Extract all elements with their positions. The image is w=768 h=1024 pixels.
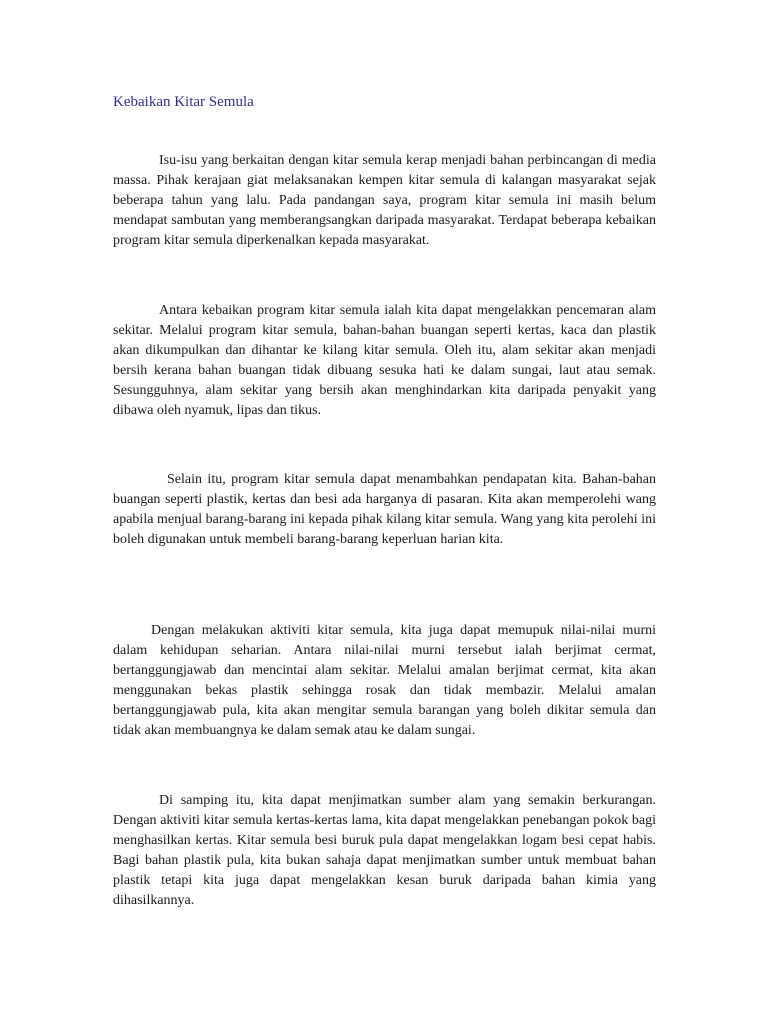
paragraph-values: Dengan melakukan aktiviti kitar semula, kita juga dapat memupuk nilai-nilai murni dalam kehidupan seharian. Antara nilai-nilai murni tersebut ialah berjimat cermat, bertanggungjawab dan mencintai alam sekitar. Melalui amalan berjimat cermat, kita akan menggunakan bekas plastik sehingga rosak dan tidak membazir. Melalui amalan bertanggungjawab pula, kita akan mengitar semula barangan yang boleh dikitar semula dan tidak akan membuangnya ke dalam semak atau ke dalam sungai. xyxy=(113,623,656,738)
paragraph-pollution: Antara kebaikan program kitar semula ialah kita dapat mengelakkan pencemaran alam sekitar. Melalui program kitar semula, bahan-bahan buangan seperti kertas, kaca dan plastik akan dikumpulkan dan dihantar ke kilang kitar semula. Oleh itu, alam sekitar akan menjadi bersih kerana bahan buangan tidak dibuang sesuka hati ke dalam sungai, laut atau semak. Sesungguhnya, alam sekitar yang bersih akan menghindarkan kita daripada penyakit yang dibawa oleh nyamuk, lipas dan tikus. xyxy=(113,303,656,418)
paragraph-introduction: Isu-isu yang berkaitan dengan kitar semula kerap menjadi bahan perbincangan di media massa. Pihak kerajaan giat melaksanakan kempen kitar semula di kalangan masyarakat sejak beberapa tahun yang lalu. Pada pandangan saya, program kitar semula ini masih belum mendapat sambutan yang memberangsangkan daripada masyarakat. Terdapat beberapa kebaikan program kitar semula diperkenalkan kepada masyarakat. xyxy=(113,153,656,248)
document-title: Kebaikan Kitar Semula xyxy=(113,94,254,110)
paragraph-resources: Di samping itu, kita dapat menjimatkan sumber alam yang semakin berkurangan. Dengan aktiviti kitar semula kertas-kertas lama, kita dapat mengelakkan penebangan pokok bagi menghasilkan kertas. Kitar semula besi buruk pula dapat mengelakkan logam besi cepat habis. Bagi bahan plastik pula, kita bukan sahaja dapat menjimatkan sumber untuk membuat bahan plastik tetapi kita juga dapat mengelakkan kesan buruk daripada bahan kimia yang dihasilkannya. xyxy=(113,793,656,908)
paragraph-income: Selain itu, program kitar semula dapat menambahkan pendapatan kita. Bahan-bahan buangan seperti plastik, kertas dan besi ada harganya di pasaran. Kita akan memperolehi wang apabila menjual barang-barang ini kepada pihak kilang kitar semula. Wang yang kita perolehi ini boleh digunakan untuk membeli barang-barang keperluan harian kita. xyxy=(113,472,656,547)
